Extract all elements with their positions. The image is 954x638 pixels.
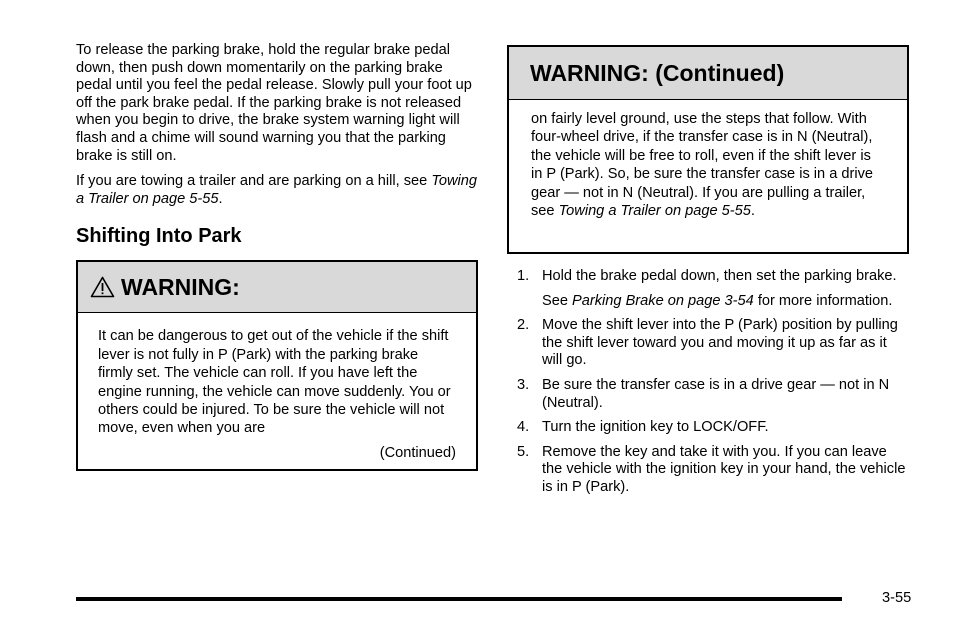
- step-number: 2.: [517, 317, 530, 334]
- list-item: [507, 444, 909, 497]
- step-number: 1.: [517, 268, 530, 284]
- step-text: Remove the key and take it with you. If you can leave the vehicle with the ignition key in your hand, the vehicle is in P (Park).: [542, 443, 906, 495]
- footer-divider: [76, 597, 842, 601]
- step-content: [542, 268, 909, 310]
- warning-continued-title: WARNING: (Continued): [530, 59, 785, 86]
- step-subnote: [542, 293, 909, 311]
- park-steps-list: [507, 268, 909, 497]
- step-number: 5.: [517, 443, 530, 460]
- parking-brake-reference-link[interactable]: Parking Brake on page 3-54: [572, 292, 754, 309]
- section-title: Shifting Into Park: [76, 225, 242, 248]
- subnote-see: See: [542, 292, 573, 309]
- list-item: [507, 317, 909, 370]
- list-item: [507, 268, 909, 310]
- warning-continued-header: [509, 47, 907, 100]
- warning-header: [78, 262, 476, 313]
- warning-continued-period: .: [750, 203, 755, 220]
- towing-paragraph: [76, 173, 478, 208]
- continued-label: (Continued): [379, 444, 456, 461]
- list-item: [507, 377, 909, 412]
- page-number: 3-55: [882, 590, 912, 606]
- list-item: [507, 419, 909, 437]
- step-text: Be sure the transfer case is in a drive gear — not in N (Neutral).: [542, 376, 890, 411]
- warning-title: WARNING:: [121, 273, 240, 300]
- release-parking-brake-paragraph: To release the parking brake, hold the regular brake pedal down, then push down momentarily on the parking brake pedal until you feel the pedal release. Slowly pull your foot up off the park brake pedal. If the parking brake is not released when you begin to drive, the brake system warning light will flash and a chime will sound warning you that the parking brake is still on.: [76, 42, 472, 164]
- towing-text: If you are towing a trailer and are parking on a hill, see: [76, 173, 432, 190]
- step-text: Move the shift lever into the P (Park) position by pulling the shift lever toward you and moving it up as far as it will go.: [542, 317, 898, 369]
- towing-reference-link-2[interactable]: Towing a Trailer on page 5-55: [558, 203, 751, 220]
- step-number: 4.: [517, 419, 530, 436]
- towing-period: .: [218, 190, 223, 207]
- left-column: [76, 42, 478, 471]
- warning-box: [76, 260, 478, 471]
- towing-reference-link[interactable]: Towing a Trailer on page 5-55: [76, 173, 478, 207]
- warning-continued-text: [531, 110, 885, 220]
- warning-text: It can be dangerous to get out of the vehicle if the shift lever is not fully in P (Park) with the parking brake firmly set. The vehicle can roll. If you have left the engine running, the vehicle can move suddenly. You or others could be injured. To be sure the vehicle will not move, even when you are: [98, 328, 451, 437]
- warning-continued-box: [507, 45, 909, 254]
- step-text: Turn the ignition key to LOCK/OFF.: [542, 419, 769, 436]
- subnote-more: for more information.: [753, 292, 893, 309]
- step-number: 3.: [517, 376, 530, 393]
- warning-continued-body: [509, 100, 907, 220]
- warning-triangle-icon: [90, 276, 115, 298]
- warning-continued-text-main: on fairly level ground, use the steps that follow. With four-wheel drive, if the transfer case is in N (Neutral), the vehicle will be free to roll, even if the shift lever is in P (Park). So, be sure the transfer case is in a drive gear — not in N (Neutral). If you are pulling a trailer, see: [531, 111, 874, 220]
- right-column: [507, 45, 909, 504]
- step-text: Hold the brake pedal down, then set the parking brake.: [542, 268, 897, 284]
- warning-body: [78, 313, 476, 462]
